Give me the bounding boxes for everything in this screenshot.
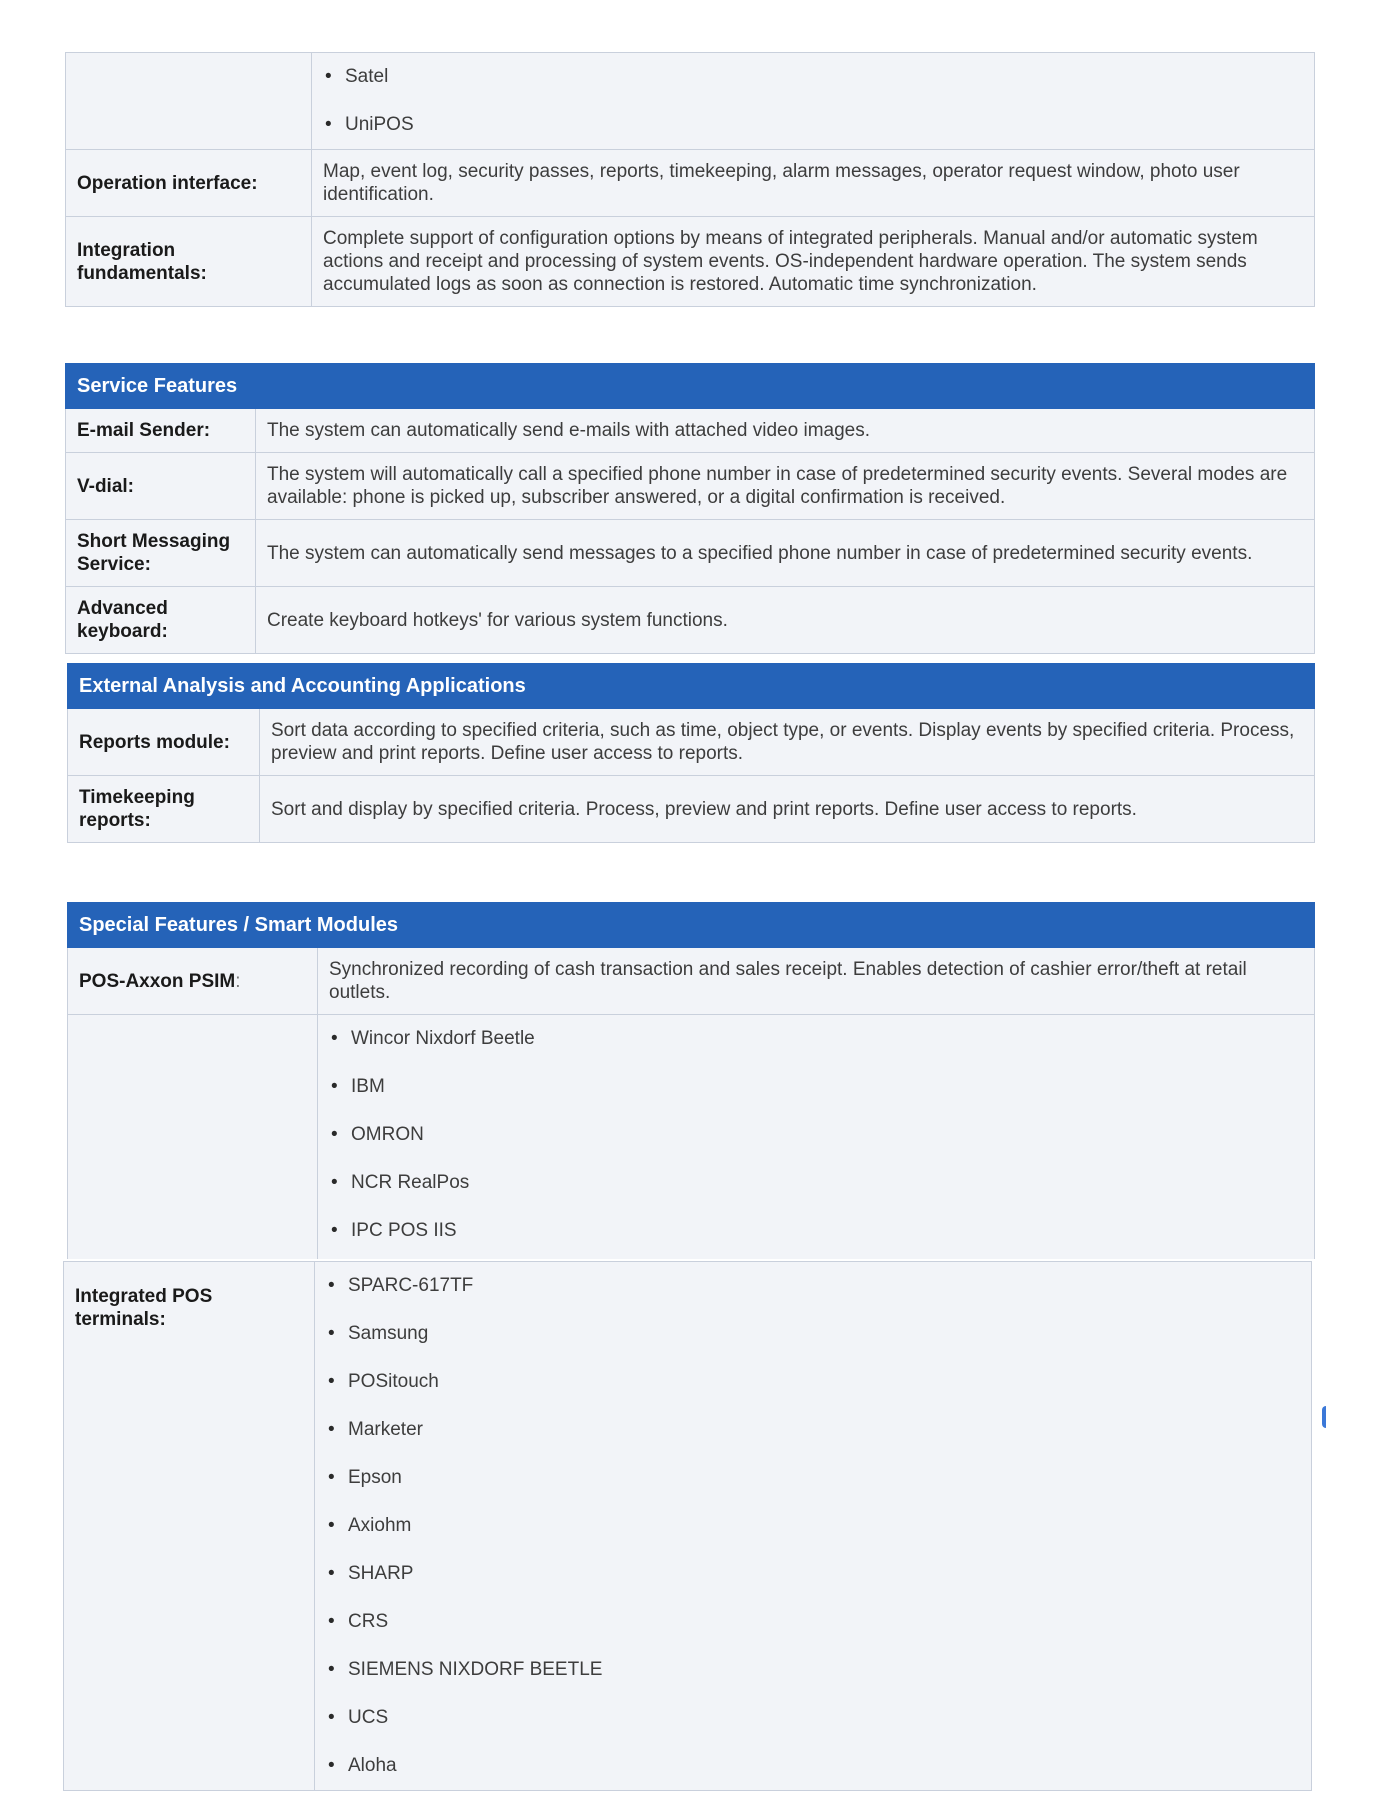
row-value: Map, event log, security passes, reports, timekeeping, alarm messages, operator request window, photo user identification. <box>312 150 1315 217</box>
row-value: Sort data according to specified criteria, such as time, object type, or events. Display events by specified criteria. Process, preview and print reports. Define user access to reports. <box>260 709 1315 776</box>
list-item: • Aloha <box>326 1742 1300 1790</box>
table-row <box>66 150 1315 217</box>
row-label: Short Messaging Service: <box>66 520 256 587</box>
section-title: Service Features <box>66 364 1315 409</box>
row-value: The system can automatically send messages to a specified phone number in case of predetermined security events. <box>256 520 1315 587</box>
table-row <box>68 709 1315 776</box>
table-row <box>66 409 1315 453</box>
list-item: • SIEMENS NIXDORF BEETLE <box>326 1646 1300 1694</box>
row-label: Timekeeping reports: <box>68 776 260 843</box>
table-row <box>66 520 1315 587</box>
row-label: Integrated POS terminals: <box>64 1262 315 1791</box>
section-header <box>68 664 1315 709</box>
special-features-table <box>67 902 1315 1259</box>
specs-table-continued <box>65 52 1315 307</box>
scroll-indicator[interactable] <box>1322 1406 1326 1428</box>
section-title: Special Features / Smart Modules <box>68 903 1315 948</box>
list-item: • SPARC-617TF <box>326 1262 1300 1310</box>
table-row <box>68 948 1315 1015</box>
list-item: • SHARP <box>326 1550 1300 1598</box>
terminal-list <box>329 1015 1303 1255</box>
list-item: • IBM <box>329 1063 1303 1111</box>
table-row <box>66 587 1315 654</box>
table-row <box>66 217 1315 307</box>
external-analysis-table <box>67 663 1315 843</box>
row-value: Complete support of configuration options by means of integrated peripherals. Manual and/or automatic system actions and receipt and processing of system events. OS-independent hardware operation. The system sends accumulated logs as soon as connection is restored. Automatic time synchronization. <box>312 217 1315 307</box>
empty-label-cell <box>68 1015 318 1259</box>
list-item: • Epson <box>326 1454 1300 1502</box>
table-row <box>66 453 1315 520</box>
list-item: • Samsung <box>326 1310 1300 1358</box>
pos-terminals-table <box>63 1261 1312 1791</box>
terminal-list-cell <box>315 1262 1312 1791</box>
list-item: • Axiohm <box>326 1502 1300 1550</box>
row-label: Advanced keyboard: <box>66 587 256 654</box>
table-row <box>66 53 1315 150</box>
row-value: Create keyboard hotkeys' for various system functions. <box>256 587 1315 654</box>
service-features-table <box>65 363 1315 654</box>
list-item: • UCS <box>326 1694 1300 1742</box>
section-header <box>66 364 1315 409</box>
section-header <box>68 903 1315 948</box>
row-label: E-mail Sender: <box>66 409 256 453</box>
brand-list <box>323 53 1303 149</box>
terminal-list-cell <box>318 1015 1315 1259</box>
row-label <box>68 948 318 1015</box>
list-item: • Satel <box>323 53 1303 101</box>
row-label: V-dial: <box>66 453 256 520</box>
table-row <box>68 1015 1315 1259</box>
list-item: • IPC POS IIS <box>329 1207 1303 1255</box>
list-item: • Wincor Nixdorf Beetle <box>329 1015 1303 1063</box>
list-item: • UniPOS <box>323 101 1303 149</box>
empty-label-cell <box>66 53 312 150</box>
brand-list-cell <box>312 53 1315 150</box>
pos-colon: : <box>235 970 241 992</box>
list-item: • CRS <box>326 1598 1300 1646</box>
list-item: • Marketer <box>326 1406 1300 1454</box>
row-label: Operation interface: <box>66 150 312 217</box>
pos-label: POS-Axxon PSIM <box>79 970 236 992</box>
row-value: Sort and display by specified criteria. Process, preview and print reports. Define user access to reports. <box>260 776 1315 843</box>
list-item: • OMRON <box>329 1111 1303 1159</box>
table-row <box>64 1262 1312 1791</box>
table-row <box>68 776 1315 843</box>
section-title: External Analysis and Accounting Applications <box>68 664 1315 709</box>
row-value: The system will automatically call a specified phone number in case of predetermined security events. Several modes are available: phone is picked up, subscriber answered, or a digital confirmation is received. <box>256 453 1315 520</box>
list-item: • POSitouch <box>326 1358 1300 1406</box>
row-label: Integration fundamentals: <box>66 217 312 307</box>
row-value: The system can automatically send e-mails with attached video images. <box>256 409 1315 453</box>
list-item: • NCR RealPos <box>329 1159 1303 1207</box>
terminal-list <box>326 1262 1300 1790</box>
row-label: Reports module: <box>68 709 260 776</box>
row-value: Synchronized recording of cash transaction and sales receipt. Enables detection of cashier error/theft at retail outlets. <box>318 948 1315 1015</box>
